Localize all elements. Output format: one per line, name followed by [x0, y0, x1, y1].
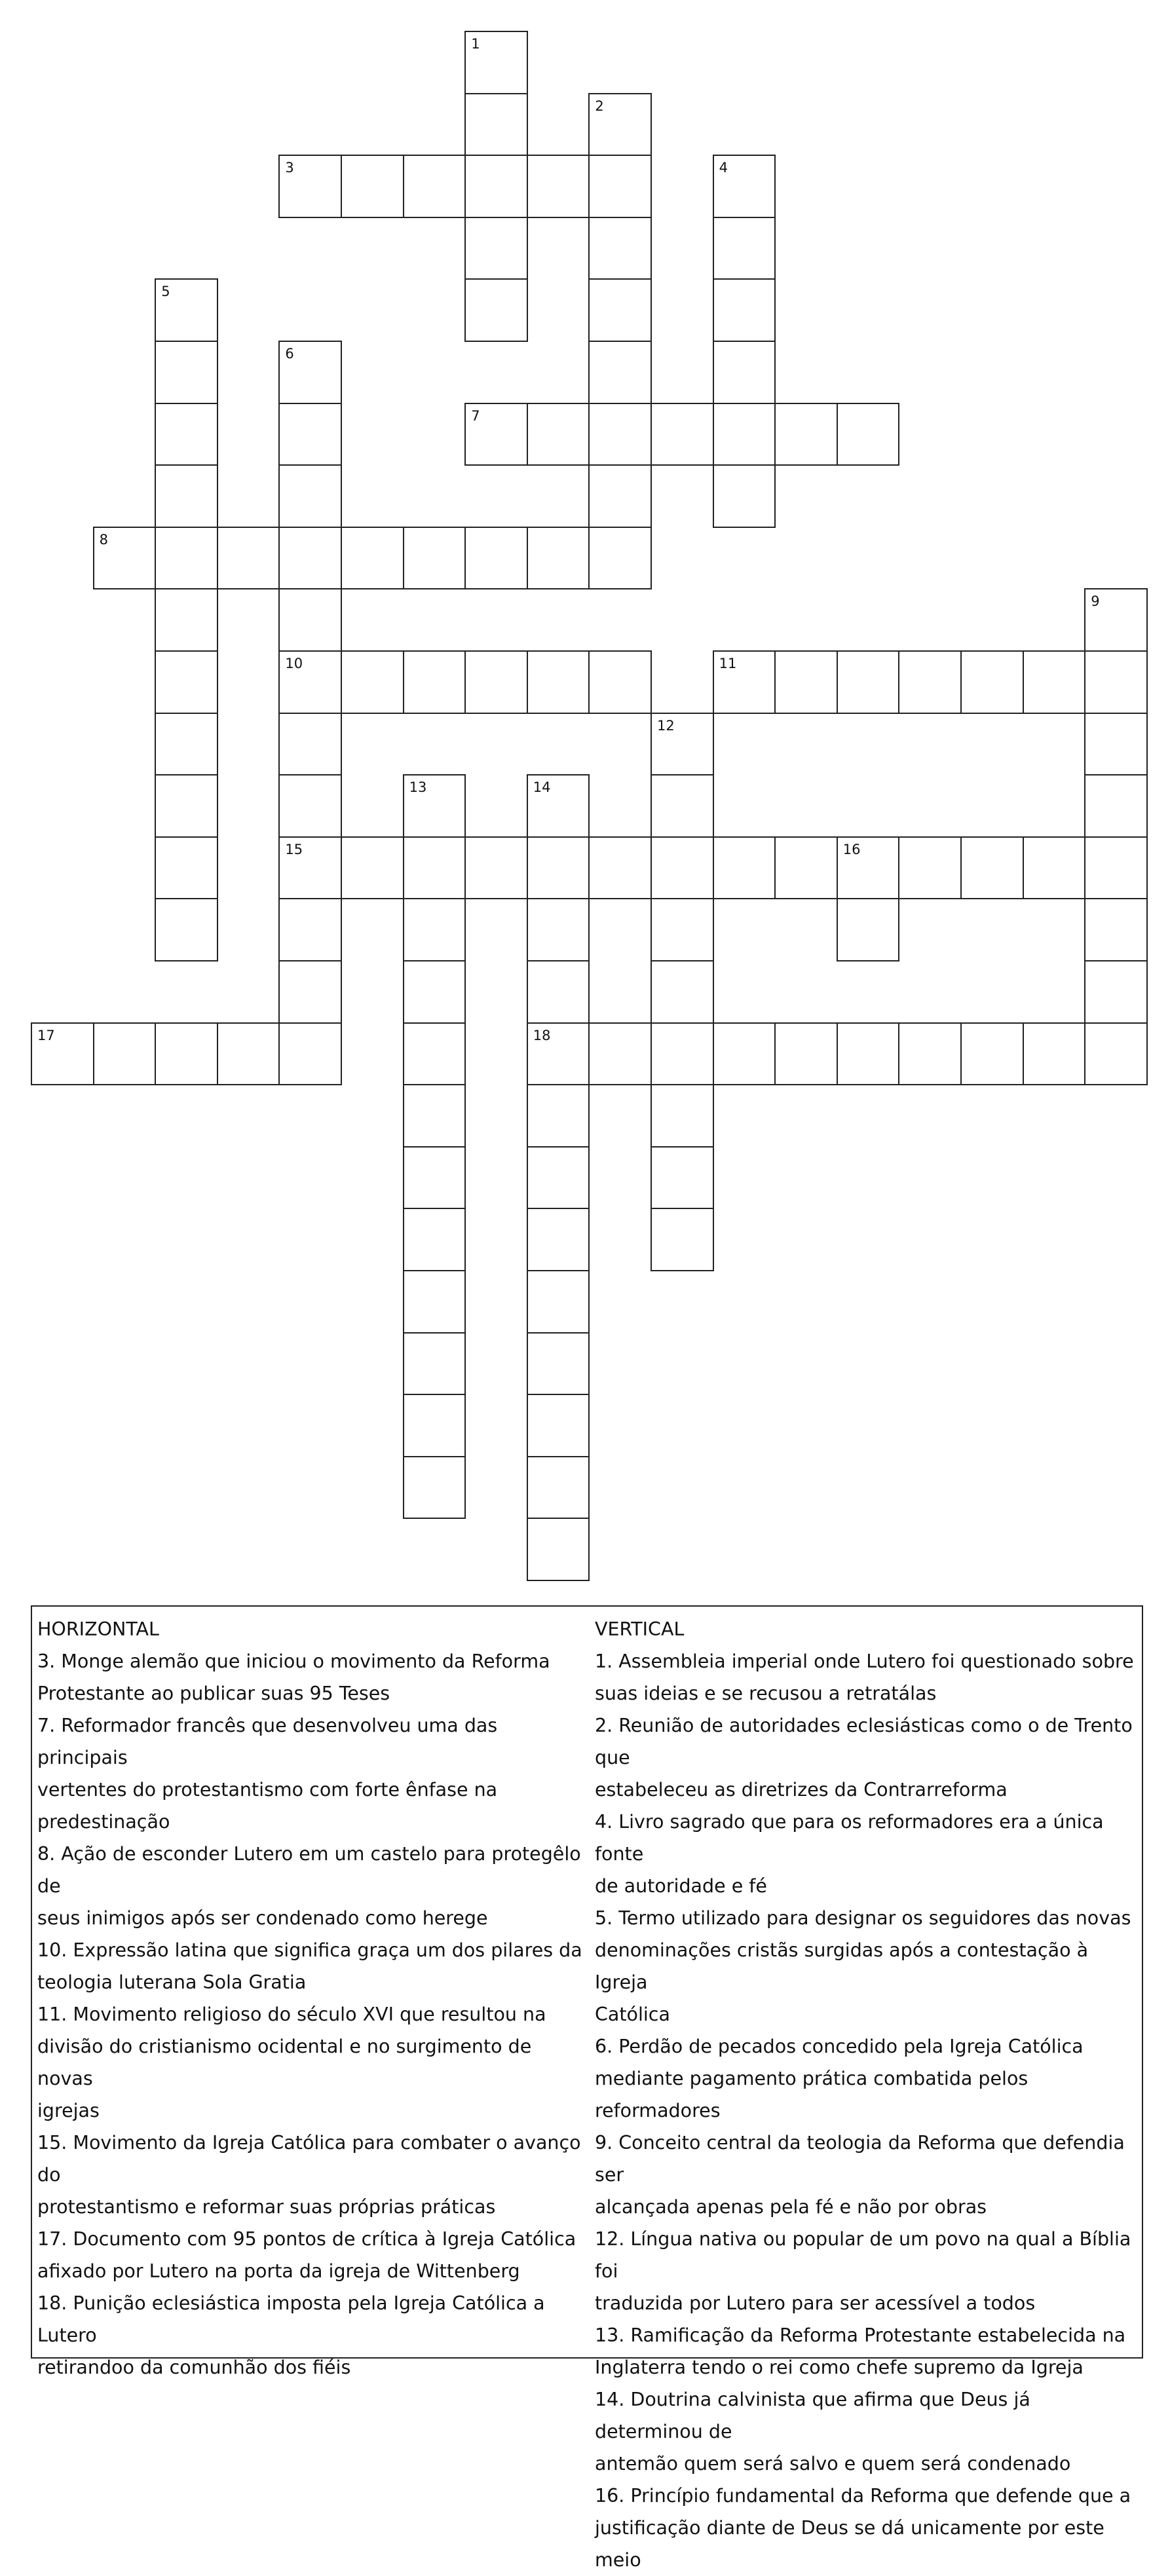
grid-cell[interactable]	[278, 588, 342, 652]
grid-cell[interactable]	[527, 1146, 590, 1210]
grid-cell[interactable]	[403, 527, 466, 590]
clue-text: 4. Livro sagrado que para os reformadores era a única fonte	[595, 1811, 1104, 1865]
clue-item	[37, 1645, 586, 1709]
grid-cell[interactable]	[403, 960, 466, 1024]
grid-cell[interactable]	[464, 836, 528, 900]
grid-cell[interactable]	[651, 898, 714, 961]
grid-cell[interactable]	[898, 836, 962, 900]
grid-cell[interactable]	[651, 1208, 714, 1271]
grid-cell[interactable]	[341, 155, 404, 218]
clue-item	[37, 1709, 586, 1838]
clue-text: 16. Princípio fundamental da Reforma que defende que a	[595, 2485, 1131, 2507]
grid-cell[interactable]	[155, 836, 218, 900]
grid-cell[interactable]	[278, 527, 342, 590]
grid-cell[interactable]	[403, 1270, 466, 1334]
grid-cell[interactable]	[774, 836, 838, 900]
grid-cell[interactable]	[464, 93, 528, 157]
grid-cell[interactable]	[713, 217, 776, 280]
grid-cell[interactable]	[651, 960, 714, 1024]
vertical-heading: VERTICAL	[595, 1618, 685, 1640]
clue-text: traduzida por Lutero para ser acessível a todos	[595, 2292, 1036, 2314]
horizontal-heading: HORIZONTAL	[37, 1618, 159, 1640]
clue-item	[37, 1838, 586, 1934]
grid-cell[interactable]	[713, 403, 776, 466]
grid-cell[interactable]	[403, 1208, 466, 1271]
clue-number: 18	[533, 1027, 551, 1043]
clue-text: Protestante ao publicar suas 95 Teses	[37, 1683, 390, 1704]
grid-cell[interactable]	[278, 960, 342, 1024]
grid-cell[interactable]	[155, 464, 218, 528]
clue-text: 18. Punição eclesiástica imposta pela Igreja Católica a Lutero	[37, 2292, 545, 2346]
grid-cell[interactable]	[588, 341, 652, 404]
grid-cell[interactable]	[713, 1022, 776, 1086]
horizontal-clues	[37, 1613, 586, 2383]
clue-text: 14. Doutrina calvinista que afirma que Deus já determinou de	[595, 2389, 1030, 2442]
clue-number: 16	[842, 841, 861, 857]
grid-cell[interactable]	[651, 774, 714, 838]
clue-number: 2	[595, 98, 604, 114]
grid-cell[interactable]	[155, 1022, 218, 1086]
grid-cell[interactable]	[527, 836, 590, 900]
grid-cell[interactable]	[464, 527, 528, 590]
clue-item	[37, 2127, 586, 2223]
clue-text: 3. Monge alemão que iniciou o movimento da Reforma	[37, 1651, 550, 1672]
clue-text: estabeleceu as diretrizes da Contrarreforma	[595, 1779, 1008, 1801]
grid-cell[interactable]	[713, 836, 776, 900]
grid-cell[interactable]	[527, 1270, 590, 1334]
grid-cell[interactable]	[837, 650, 900, 714]
grid-cell[interactable]	[464, 155, 528, 218]
grid-cell[interactable]	[960, 650, 1024, 714]
clue-text: justificação diante de Deus se dá unicamente por este meio	[595, 2517, 1104, 2571]
grid-cell[interactable]	[1023, 836, 1086, 900]
grid-cell[interactable]	[278, 898, 342, 961]
grid-cell[interactable]	[155, 527, 218, 590]
clue-number: 15	[285, 841, 303, 857]
grid-cell[interactable]	[217, 1022, 280, 1086]
grid-cell[interactable]	[155, 774, 218, 838]
clue-text: igrejas	[37, 2100, 100, 2121]
grid-cell[interactable]	[588, 527, 652, 590]
grid-cell[interactable]	[1084, 960, 1148, 1024]
clue-text: 5. Termo utilizado para designar os seguidores das novas	[595, 1907, 1131, 1929]
grid-cell[interactable]	[155, 898, 218, 961]
grid-cell[interactable]	[155, 341, 218, 404]
clue-text: alcançada apenas pela fé e não por obras	[595, 2196, 987, 2218]
clue-number: 9	[1091, 593, 1100, 610]
clue-item	[595, 1806, 1144, 1902]
vertical-clues	[595, 1613, 1144, 2576]
grid-cell[interactable]	[651, 403, 714, 466]
clue-text: predestinação	[37, 1811, 170, 1833]
clue-text: 17. Documento com 95 pontos de crítica à Igreja Católica	[37, 2228, 576, 2250]
grid-cell[interactable]	[588, 464, 652, 528]
clue-text: divisão do cristianismo ocidental e no surgimento de novas	[37, 2036, 532, 2089]
horizontal-clue-list	[37, 1645, 586, 2383]
grid-cell[interactable]	[588, 217, 652, 280]
grid-cell[interactable]	[651, 1084, 714, 1148]
grid-cell[interactable]	[341, 527, 404, 590]
clue-text: 11. Movimento religioso do século XVI que resultou na	[37, 2004, 546, 2025]
grid-cell[interactable]	[155, 713, 218, 776]
grid-cell[interactable]	[217, 527, 280, 590]
clue-item	[37, 1934, 586, 1998]
clue-item	[595, 2030, 1144, 2127]
grid-cell[interactable]	[464, 650, 528, 714]
grid-cell[interactable]	[527, 155, 590, 218]
clue-text: antemão quem será salvo e quem será condenado	[595, 2453, 1071, 2474]
clue-item	[37, 1998, 586, 2127]
grid-cell[interactable]	[278, 1022, 342, 1086]
grid-cell[interactable]	[713, 278, 776, 342]
clue-item	[595, 2383, 1144, 2480]
clue-item	[595, 2480, 1144, 2576]
grid-cell[interactable]	[278, 464, 342, 528]
grid-cell[interactable]	[774, 1022, 838, 1086]
grid-cell[interactable]	[837, 898, 900, 961]
grid-cell[interactable]	[1084, 836, 1148, 900]
clue-text: 8. Ação de esconder Lutero em um castelo para protegêlo de	[37, 1843, 581, 1897]
grid-cell[interactable]	[651, 1146, 714, 1210]
grid-cell[interactable]	[837, 1022, 900, 1086]
grid-cell[interactable]	[774, 650, 838, 714]
grid-cell[interactable]	[1084, 774, 1148, 838]
grid-cell[interactable]	[403, 1332, 466, 1396]
grid-cell[interactable]	[1023, 1022, 1086, 1086]
grid-cell[interactable]	[278, 403, 342, 466]
clue-text: suas ideias e se recusou a retratálas	[595, 1683, 937, 1704]
grid-cell[interactable]	[588, 1022, 652, 1086]
grid-cell[interactable]	[341, 836, 404, 900]
clue-text: teologia luterana Sola Gratia	[37, 1971, 307, 1993]
grid-cell[interactable]	[651, 836, 714, 900]
clue-text: de autoridade e fé	[595, 1875, 767, 1897]
grid-cell[interactable]	[1084, 1022, 1148, 1086]
clue-item	[595, 2127, 1144, 2223]
grid-cell[interactable]	[464, 278, 528, 342]
clue-number: 7	[471, 407, 480, 424]
grid-cell[interactable]	[527, 960, 590, 1024]
grid-cell[interactable]	[155, 588, 218, 652]
clue-item	[595, 2319, 1144, 2383]
grid-cell[interactable]	[713, 464, 776, 528]
grid-cell[interactable]	[651, 1022, 714, 1086]
clue-item	[595, 2223, 1144, 2319]
grid-cell[interactable]	[155, 403, 218, 466]
grid-cell[interactable]	[588, 650, 652, 714]
grid-cell[interactable]	[403, 836, 466, 900]
grid-cell[interactable]	[403, 155, 466, 218]
clue-text: 7. Reformador francês que desenvolveu uma das principais	[37, 1715, 498, 1768]
grid-cell[interactable]	[527, 1518, 590, 1581]
grid-cell[interactable]	[464, 217, 528, 280]
grid-cell[interactable]	[960, 836, 1024, 900]
grid-cell[interactable]	[93, 1022, 157, 1086]
grid-cell[interactable]	[527, 403, 590, 466]
clue-text: 6. Perdão de pecados concedido pela Igreja Católica	[595, 2036, 1084, 2057]
clue-box	[31, 1605, 1143, 2571]
grid-cell[interactable]	[278, 713, 342, 776]
grid-cell[interactable]	[588, 836, 652, 900]
clue-number: 8	[99, 531, 108, 548]
clue-item	[37, 2287, 586, 2383]
grid-cell[interactable]	[713, 341, 776, 404]
clue-text: protestantismo e reformar suas próprias práticas	[37, 2196, 496, 2218]
clue-text: 9. Conceito central da teologia da Reforma que defendia ser	[595, 2132, 1125, 2186]
clue-text: 15. Movimento da Igreja Católica para combater o avanço do	[37, 2132, 581, 2186]
grid-cell[interactable]	[960, 1022, 1024, 1086]
clue-number: 17	[37, 1027, 55, 1043]
clue-item	[595, 1645, 1144, 1709]
grid-cell[interactable]	[527, 527, 590, 590]
clue-text: vertentes do protestantismo com forte ênfase na	[37, 1779, 498, 1801]
clue-item	[595, 1709, 1144, 1806]
grid-cell[interactable]	[1084, 650, 1148, 714]
clue-number: 12	[657, 717, 675, 734]
grid-cell[interactable]	[588, 155, 652, 218]
clue-number: 14	[533, 779, 551, 796]
clue-text: mediante pagamento prática combatida pelos reformadores	[595, 2068, 1028, 2121]
grid-cell[interactable]	[527, 898, 590, 961]
grid-cell[interactable]	[898, 650, 962, 714]
vertical-clue-list	[595, 1645, 1144, 2576]
clue-number: 6	[285, 346, 294, 362]
clue-text: denominações cristãs surgidas após a contestação à Igreja	[595, 1939, 1089, 1993]
grid-cell[interactable]	[278, 774, 342, 838]
grid-cell[interactable]	[588, 403, 652, 466]
grid-cell[interactable]	[1084, 898, 1148, 961]
grid-cell[interactable]	[403, 898, 466, 961]
grid-cell[interactable]	[403, 650, 466, 714]
grid-cell[interactable]	[527, 1394, 590, 1457]
grid-cell[interactable]	[403, 1084, 466, 1148]
grid-cell[interactable]	[403, 1394, 466, 1457]
grid-cell[interactable]	[837, 403, 900, 466]
grid-cell[interactable]	[527, 1084, 590, 1148]
clue-text: afixado por Lutero na porta da igreja de Wittenberg	[37, 2260, 520, 2282]
clue-text: Católica	[595, 2004, 670, 2025]
clue-item	[37, 2223, 586, 2287]
clue-text: 2. Reunião de autoridades eclesiásticas como o de Trento que	[595, 1715, 1133, 1768]
clue-number: 13	[409, 779, 427, 796]
clue-text: Inglaterra tendo o rei como chefe supremo da Igreja	[595, 2357, 1084, 2378]
clue-item	[595, 1902, 1144, 2030]
clue-number: 4	[719, 160, 728, 176]
clue-text: 13. Ramificação da Reforma Protestante estabelecida na	[595, 2324, 1126, 2346]
clue-text: 10. Expressão latina que significa graça um dos pilares da	[37, 1939, 582, 1961]
clue-number: 1	[471, 36, 480, 52]
clue-number: 5	[161, 284, 170, 300]
clue-number: 3	[285, 160, 294, 176]
grid-cell[interactable]	[155, 650, 218, 714]
grid-cell[interactable]	[527, 1208, 590, 1271]
clue-number: 11	[719, 656, 737, 671]
clue-number: 10	[285, 656, 303, 671]
grid-cell[interactable]	[774, 403, 838, 466]
clue-text: 12. Língua nativa ou popular de um povo na qual a Bíblia foi	[595, 2228, 1131, 2282]
grid-cell[interactable]	[898, 1022, 962, 1086]
grid-cell[interactable]	[527, 1332, 590, 1396]
grid-cell[interactable]	[527, 1456, 590, 1520]
grid-cell[interactable]	[403, 1146, 466, 1210]
grid-cell[interactable]	[588, 278, 652, 342]
grid-cell[interactable]	[403, 1022, 466, 1086]
grid-cell[interactable]	[1023, 650, 1086, 714]
grid-cell[interactable]	[527, 650, 590, 714]
grid-cell[interactable]	[403, 1456, 466, 1520]
clue-text: seus inimigos após ser condenado como herege	[37, 1907, 488, 1929]
clue-text: 1. Assembleia imperial onde Lutero foi questionado sobre	[595, 1651, 1134, 1672]
clue-text: retirandoo da comunhão dos fiéis	[37, 2357, 351, 2378]
grid-cell[interactable]	[1084, 713, 1148, 776]
grid-cell[interactable]	[341, 650, 404, 714]
